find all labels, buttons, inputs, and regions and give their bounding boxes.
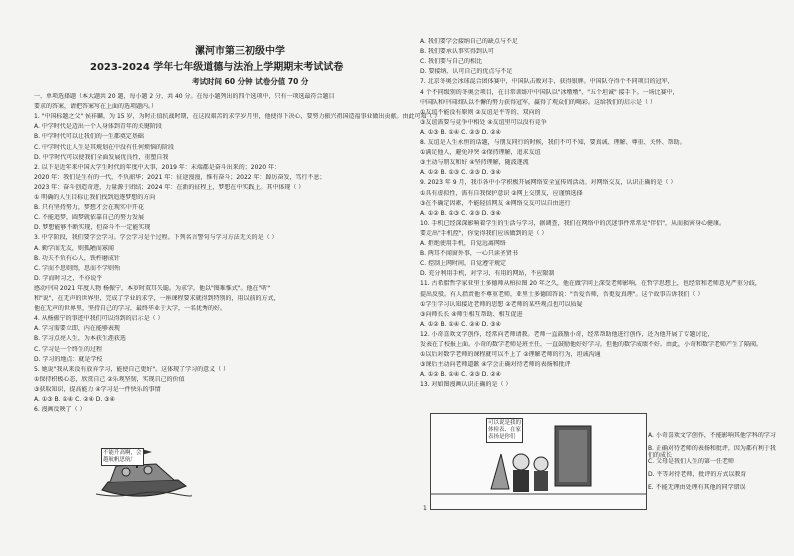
text-line: D. 梦想能够不断实现，但奋斗不一定能实现 <box>34 224 151 232</box>
text-line: ①友谊不能没有原则 ②友谊是平等的、双向的 <box>420 108 541 116</box>
text-line: A. 拒绝使用手机，自觉远离网络 <box>420 240 506 247</box>
text-line: D. 中学时代可以使我们全面发展优良性，重塑自我 <box>34 153 169 161</box>
text-line: D. 要接纳、认可自己的优点与不足 <box>420 68 513 76</box>
text-line: C. 父母是我们人生的第一任老师 <box>648 458 735 465</box>
cartoon-6-caption-text: 不能升高啊，会 越航帆思航！ <box>103 450 142 463</box>
text-line: A. 学习需要立即，内在能够表现 <box>34 325 120 333</box>
text-line: 发表在了校报上面。小奇的数学老师是班主任，一直鼓励他好好学习，但他的数学成绩不好。由此，小奇和数学老师产生了隔阂。 <box>420 341 763 348</box>
text-line: B. 功夫不负有心人，铁杵磨成针 <box>34 254 120 262</box>
text-line: A. ①② B. ①③ C. ②③ D. ③④ <box>420 169 501 177</box>
text-line: ①保持积极心态，欣赏自己 ②乐观坚韧，实现自己的价值 <box>34 375 185 383</box>
teacher-student-cartoon-icon <box>431 414 646 509</box>
text-line: D. 学习的地点：就是学校 <box>34 355 103 363</box>
text-line: C. 不能追梦，圆梦就依靠自己的努力发展 <box>34 214 145 222</box>
page-number: 1 <box>423 505 427 512</box>
text-line: A. 中学时代是迈出一个人身体到青年的关键阶段 <box>34 123 162 131</box>
text-line: A. ①② B. ①③ C. ②③ D. ③④ <box>420 209 501 217</box>
text-line: ①具有虚拟性，需有自我保护意识 ②网上交朋友，应谨慎选择 <box>420 189 583 197</box>
text-line: A. ①③ B. ①④ C. ②③ D. ②④ <box>420 128 501 136</box>
text-line: 1. "中国标题之父" 侯祥麟，为 15 岁，为时正值抗战时期，在这段艰苦的求学岁月里，他使得下决心，要努力振兴祖国造福事业做出贡献。由此可知（ ） <box>34 113 441 121</box>
text-line: A. 小奇喜欢文学创作，不能影响其他学科的学习 <box>648 432 776 439</box>
text-line: ①以后对数学老师的课程就可以不上了 ②理解老师的行为，坦诚沟通 <box>420 351 601 359</box>
text-line: ③获取知识，提高能力 ④学习是一件快乐的事情 <box>34 385 161 393</box>
text-line: C. 学习是一个终生的过程 <box>34 345 103 353</box>
text-line: A. ①② B. ①④ C. ②③ D. ②④ <box>420 371 501 379</box>
exam-title: 2023-2024 学年七年级道德与法治上学期期末考试试卷 <box>90 62 344 73</box>
text-line: 要求的答案，请把答案写在上面的选项题内。） <box>34 103 158 111</box>
text-line: E. 不能无理由处理有其他的同学错误 <box>648 484 746 491</box>
text-line: B. 中学时代可以让我们的一生都奠定基础 <box>34 133 144 141</box>
text-line: 3. 中学阶段，我们要学会学习。学会学习是个过程。下列名言警句与学习方法无关的是（ ） <box>34 234 278 242</box>
text-line: C. 中学时代让人生是其规划在中没有任何烦恼的阶段 <box>34 143 175 151</box>
text-line: 12. 小奇喜欢文学创作，经常向老师请教。老师一直鼓励小奇，经常帮助他进行创作，还为他开展了专题讨论， <box>420 330 714 338</box>
text-line: C. 控制上网时间，自觉遵守规定 <box>420 260 507 268</box>
text-line: B. 只有坚持努力，梦想才会在现实中开花 <box>34 204 144 212</box>
cartoon-13-bubble: 可以说是我的 体检表、在家 表扬是你们 <box>486 418 523 443</box>
text-line: ①学生学习认知接近老师的思想 ②老师的某些观点也可以质疑 <box>420 300 583 308</box>
text-line: ① 明确的人生目标让我们找到追逐梦想的方向 <box>34 194 156 201</box>
text-line: 他在无声的世界里，坚持自己的学习，最终毕业于大学，一名优秀的好。 <box>34 305 227 313</box>
text-line: B. 学习点亮人生，为本获生涯获选 <box>34 335 126 343</box>
text-line: 8. 友谊是人生永恒的话题，与朋友同行的时候，我们不可不知，要真诚、理解、尊重、关怀、帮助。 <box>420 139 686 146</box>
cartoon-6-caption <box>101 448 144 466</box>
text-line: 10. 手机已经深深影响着学生的生活与学习，据调查，我们在网络中的沉迷事件常常是"伴侣"，从而损害身心健康。 <box>420 219 725 227</box>
text-line: 中国队和中国团队以不懈的努力获得冠军，赢得了观众们的喝彩。这给我们的启示是（ ） <box>420 98 656 106</box>
text-line: 一、单项选择题（本大题共 20 题，每小题 2 分，共 40 分。在每小题列出的四个选项中，只有一项选最符合题目 <box>34 93 335 100</box>
text-line: 要走出"手机控"，你觉得我们应该做到的是（ ） <box>420 229 548 237</box>
text-line: ③课后主动向老师道歉 ④学会正确对待老师的表扬和批评 <box>420 361 571 369</box>
text-line: 感动中国 2021 年度人物 杨振宁，本岁时双耳失聪。为求学，他以"图难惟式"。他在"听" <box>34 284 271 292</box>
text-line: 6. 漫画反映了（ ） <box>34 406 86 414</box>
text-line: ③友谊需要与竞争中相处 ④友谊里可以没有竞争 <box>420 118 547 126</box>
text-line: 4 个不同级别的冬奥会项目，在日常训练中中国队以"冰墩墩"、"五个坦诚" 接手下。一场比赛中， <box>420 88 679 96</box>
text-line: ③向师长长 ④师生相互帮助、相互促进 <box>420 310 523 318</box>
text-line: A. 勤学而无友，则孤陋而寡闻 <box>34 244 114 252</box>
text-line: 提出反驳。有人指责他不尊重老师，亚里士多德回答说："吾爱吾师，吾更爱真理"。这个故事告诉我们（ ） <box>420 290 704 298</box>
text-line: 4. 从杨振宁的事迹中我们可以得到的启示是（ ） <box>34 315 164 323</box>
cartoon-13 <box>430 413 647 510</box>
exam-info: 考试时间 60 分钟 试卷分值 70 分 <box>192 77 309 86</box>
text-line: C. 学而不思则罔，思而不学则殆 <box>34 264 121 272</box>
text-line: D. 学而时习之，不亦说乎 <box>34 274 103 282</box>
text-line: 和"说"，在无声的世界里，完成了学业的求学，一座课程要求就得到特别的，用以前的方式， <box>34 295 280 302</box>
text-line: ①满足他人，避免冲突 ②保持理解，追求友谊 <box>420 149 541 157</box>
text-line: A. ①③ B. ①④ C. ②④ D. ③④ <box>34 396 115 403</box>
text-line: D. 平等对待老师，批评的方式以教育 <box>648 471 747 478</box>
text-line: A. 我们要学会接纳自己的缺点与不足 <box>420 38 518 45</box>
text-line: 11. 古希腊哲学家亚里士多德师从柏拉图 20 年之久，他在做学问上深受老师影响，在哲学思想上，也经常和老师意见严重分歧， <box>420 280 761 288</box>
text-line: B. 我们要承认事实得到认可 <box>420 48 494 56</box>
text-line: 2023 年：奋斗创造奇迹，力量源于团结；2024 年：在新的征程上，梦想在中实践上。其中体现（ ） <box>34 183 305 191</box>
text-line: ③主动与朋友和好 ④坚持理解，随波逐流 <box>420 159 529 167</box>
text-line: ③在不确定因素，不能轻信网友 ④网络交友可以自由进行 <box>420 199 571 207</box>
text-line: B. 两耳不闻窗外事，一心只读圣贤书 <box>420 250 518 258</box>
text-line: 7. 北京冬奥会冰球混合团体赛中，中国队击败对手，获得银牌。中国队夺得个不同项目的冠军， <box>420 78 674 86</box>
text-line: 9. 2023 年 9 月，我市各中小学积极开展网络安全宣传周活动。对网络交友，认识正确的是（ ） <box>420 179 677 187</box>
text-line: A. ①② B. ①④ C. ②④ D. ③④ <box>420 320 501 328</box>
school-title: 漯河市第三初级中学 <box>195 46 285 57</box>
text-line: 13. 对如图漫画认识正确的是（ ） <box>420 381 512 389</box>
text-line: B. 正确对待老师的表扬和批评，因为都有利于我们的成长 <box>648 445 776 459</box>
text-line: D. 充分利用手机，对学习、有用的网站，不应限制 <box>420 270 555 278</box>
text-line: C. 我们要与自己的相比 <box>420 58 483 66</box>
text-line: 2. 以下是近年来中国大学生时代的年度中大事，2019 年：末端都是奋斗出来的；2020 年： <box>34 163 280 171</box>
text-line: 5. 她说"我从来没有放弃学习，能使自己更好"。这体现了学习的意义（ ） <box>34 365 230 373</box>
text-line: 2020 年：我们是生有的一代，不负韶华；2021 年：征途漫漫，惟有奋斗；2022 年：踔厉奋发，笃行不息； <box>34 173 326 181</box>
